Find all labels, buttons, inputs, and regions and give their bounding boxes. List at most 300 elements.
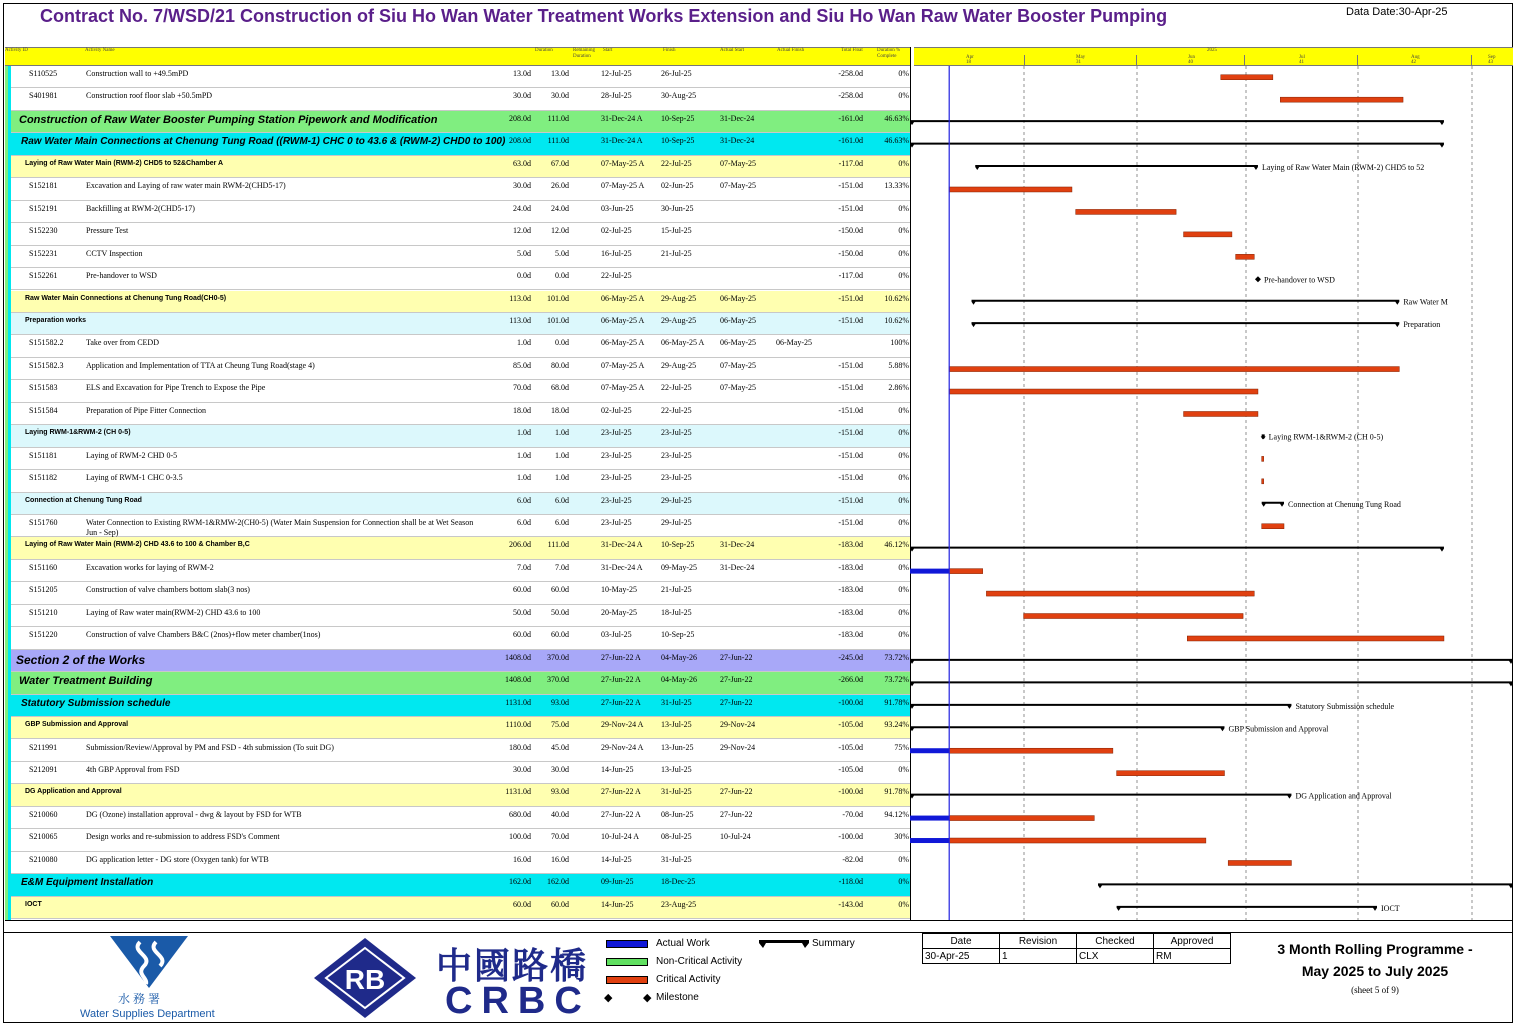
finish-date: 02-Jun-25 — [661, 181, 694, 191]
rev-header-checked: Checked — [1077, 934, 1154, 949]
wbs-row[interactable] — [5, 493, 910, 515]
col-duration[interactable]: Duration — [535, 48, 553, 53]
crbc-name-chinese: 中國路橋 — [436, 946, 589, 987]
pct-complete: 91.78% — [884, 697, 909, 707]
wbs-title: Preparation works — [25, 316, 87, 324]
pct-complete: 75% — [894, 742, 909, 752]
activity-row[interactable] — [5, 627, 910, 649]
actual-start: 31-Dec-24 — [720, 113, 755, 123]
remaining-duration: 0.0d — [555, 338, 569, 348]
pct-complete: 73.72% — [884, 675, 909, 685]
activity-row[interactable] — [5, 380, 910, 402]
summary-bar-label: Laying of Raw Water Main (RWM-2) CHD5 to 52 — [1261, 163, 1425, 173]
finish-date: 13-Jun-25 — [661, 742, 694, 752]
activity-row[interactable] — [5, 201, 910, 223]
duration: 1.0d — [517, 338, 531, 348]
timescale-week: 31 — [1076, 60, 1081, 65]
timescale-month: Sep — [1488, 55, 1496, 60]
finish-date: 15-Jul-25 — [661, 226, 692, 236]
total-float: -100.0d — [838, 697, 863, 707]
duration: 50.0d — [513, 607, 531, 617]
start-date: 07-May-25 A — [601, 360, 645, 370]
start-date: 31-Dec-24 A — [601, 113, 643, 123]
pct-complete: 0% — [898, 607, 909, 617]
wbs-row[interactable] — [5, 717, 910, 739]
activity-row[interactable] — [5, 852, 910, 874]
programme-title — [1240, 938, 1510, 982]
activity-id: S151583 — [29, 383, 58, 393]
start-date: 27-Jun-22 A — [601, 675, 641, 685]
activity-name: ELS and Excavation for Pipe Trench to Expose the Pipe — [86, 383, 266, 393]
activity-name: Construction roof floor slab +50.5mPD — [86, 91, 213, 101]
actual-start: 06-May-25 — [720, 315, 756, 325]
actual-start: 31-Dec-24 — [720, 540, 755, 550]
start-date: 03-Jul-25 — [601, 630, 632, 640]
activity-row[interactable] — [5, 470, 910, 492]
activity-id: S152191 — [29, 203, 58, 213]
col-activity-name[interactable]: Activity Name — [85, 48, 115, 53]
pct-complete: 0% — [898, 495, 909, 505]
finish-date: 23-Aug-25 — [661, 899, 697, 909]
gantt-divider — [910, 47, 911, 920]
start-date: 31-Dec-24 A — [601, 540, 643, 550]
start-date: 07-May-25 A — [601, 383, 645, 393]
legend-swatch-critical — [606, 976, 648, 984]
pct-complete: 0% — [898, 248, 909, 258]
summary-bar-label: Statutory Submission schedule — [1295, 701, 1395, 711]
wbs-row[interactable] — [5, 313, 910, 335]
activity-id: S210080 — [29, 854, 58, 864]
wbs-row[interactable] — [5, 537, 910, 559]
pct-complete: 100% — [890, 338, 909, 348]
duration: 208.0d — [509, 113, 531, 123]
wbs-row[interactable] — [5, 897, 910, 919]
wbs-row[interactable] — [5, 156, 910, 178]
finish-date: 04-May-26 — [661, 652, 697, 662]
activity-id: S152261 — [29, 271, 58, 281]
actual-start: 10-Jul-24 — [720, 832, 751, 842]
activity-row[interactable] — [5, 66, 910, 88]
total-float: -183.0d — [838, 585, 863, 595]
duration: 30.0d — [513, 181, 531, 191]
finish-date: 22-Jul-25 — [661, 383, 692, 393]
col-activity-id[interactable]: Activity ID — [5, 48, 28, 53]
pct-complete: 0% — [898, 854, 909, 864]
pct-complete: 46.63% — [884, 113, 909, 123]
remaining-duration: 93.0d — [551, 787, 569, 797]
pct-complete: 73.72% — [884, 652, 909, 662]
summary-bar-label: DG Application and Approval — [1295, 791, 1392, 801]
finish-date: 30-Aug-25 — [661, 91, 697, 101]
wbs-row[interactable] — [5, 784, 910, 806]
activity-name: CCTV Inspection — [86, 248, 143, 258]
total-float: -151.0d — [838, 315, 863, 325]
duration: 60.0d — [513, 630, 531, 640]
start-date: 22-Jul-25 — [601, 271, 632, 281]
activity-row[interactable] — [5, 515, 910, 537]
start-date: 27-Jun-22 A — [601, 787, 641, 797]
activity-name: Excavation works for laying of RWM-2 — [86, 562, 214, 572]
activity-row[interactable] — [5, 358, 910, 380]
actual-start: 07-May-25 — [720, 383, 756, 393]
remaining-duration: 5.0d — [555, 248, 569, 258]
rb-logo — [312, 936, 418, 1020]
total-float: -183.0d — [838, 540, 863, 550]
total-float: -151.0d — [838, 428, 863, 438]
pct-complete: 10.62% — [884, 293, 909, 303]
activity-id: S151220 — [29, 630, 58, 640]
wbs-title: Construction of Raw Water Booster Pumping Station Pipework and Modification — [19, 113, 438, 126]
pct-complete: 0% — [898, 585, 909, 595]
start-date: 14-Jul-25 — [601, 854, 632, 864]
rb-logo-text: RB — [344, 964, 386, 995]
start-date: 23-Jul-25 — [601, 450, 632, 460]
remaining-duration: 6.0d — [555, 518, 569, 527]
pct-complete: 0% — [898, 764, 909, 774]
total-float: -183.0d — [838, 607, 863, 617]
duration: 1.0d — [517, 428, 531, 438]
wbs-row[interactable] — [5, 650, 910, 672]
activity-name: Laying of RWM-2 CHD 0-5 — [86, 450, 178, 460]
remaining-duration: 0.0d — [555, 271, 569, 281]
pct-complete: 0% — [898, 405, 909, 415]
pct-complete: 0% — [898, 158, 909, 168]
wbs-row[interactable] — [5, 291, 910, 313]
total-float: -105.0d — [838, 720, 863, 730]
total-float: -151.0d — [838, 293, 863, 303]
col-remaining[interactable]: Remaining Duration — [573, 48, 595, 59]
activity-id: S401981 — [29, 91, 58, 101]
actual-start: 06-May-25 — [720, 338, 756, 348]
remaining-duration: 30.0d — [551, 764, 569, 774]
duration: 13.0d — [513, 69, 531, 78]
pct-complete: 0% — [898, 473, 909, 483]
finish-date: 29-Aug-25 — [661, 360, 697, 370]
remaining-duration: 60.0d — [551, 585, 569, 595]
total-float: -151.0d — [838, 450, 863, 460]
timescale-week: 18 — [966, 60, 971, 65]
timescale-week: 42 — [1411, 60, 1416, 65]
wbs-title: Raw Water Main Connections at Chenung Tung Road(CH0-5) — [25, 294, 227, 302]
total-float: -105.0d — [838, 764, 863, 774]
pct-complete: 5.88% — [888, 360, 909, 370]
start-date: 07-May-25 A — [601, 158, 645, 168]
finish-date: 22-Jul-25 — [661, 405, 692, 415]
activity-id: S151160 — [29, 562, 58, 572]
finish-date: 18-Dec-25 — [661, 877, 696, 887]
pct-complete: 30% — [894, 832, 909, 842]
activity-name: 4th GBP Approval from FSD — [86, 764, 180, 774]
col-finish[interactable]: Finish — [663, 48, 676, 53]
remaining-duration: 30.0d — [551, 91, 569, 101]
summary-bar-label: Connection at Chenung Tung Road — [1288, 499, 1401, 509]
duration: 7.0d — [517, 562, 531, 572]
pct-complete: 93.24% — [884, 720, 909, 730]
timescale-month: Aug — [1411, 55, 1420, 60]
wbs-row[interactable] — [5, 672, 910, 694]
pct-complete: 0% — [898, 203, 909, 213]
wbs-row[interactable] — [5, 874, 910, 896]
col-start[interactable]: Start — [603, 48, 613, 53]
data-date: Data Date:30-Apr-25 — [1346, 6, 1448, 18]
activity-id: S151582.2 — [29, 338, 64, 348]
finish-date: 23-Jul-25 — [661, 450, 692, 460]
activity-id: S211991 — [29, 742, 58, 752]
activity-id: S210060 — [29, 809, 58, 819]
remaining-duration: 1.0d — [555, 450, 569, 460]
remaining-duration: 26.0d — [551, 181, 569, 191]
milestone-label: Pre-handover to WSD — [1263, 275, 1335, 285]
summary-bar-label: Laying RWM-1&RWM-2 (CH 0-5) — [1268, 432, 1384, 442]
wbs-title: Section 2 of the Works — [16, 652, 146, 667]
activity-name: Pressure Test — [86, 226, 129, 236]
start-date: 12-Jul-25 — [601, 69, 632, 78]
total-float: -151.0d — [838, 181, 863, 191]
actual-start: 07-May-25 — [720, 360, 756, 370]
total-float: -258.0d — [838, 69, 863, 78]
activity-id: S152231 — [29, 248, 58, 258]
finish-date: 31-Jul-25 — [661, 697, 692, 707]
remaining-duration: 93.0d — [551, 697, 569, 707]
timescale-month: Jun — [1188, 55, 1195, 60]
start-date: 28-Jul-25 — [601, 91, 632, 101]
finish-date: 31-Jul-25 — [661, 854, 692, 864]
start-date: 20-May-25 — [601, 607, 637, 617]
pct-complete: 0% — [898, 271, 909, 281]
activity-name: DG application letter - DG store (Oxygen tank) for WTB — [86, 854, 269, 864]
activity-name: Laying of Raw water main(RWM-2) CHD 43.6 to 100 — [86, 607, 261, 617]
finish-date: 31-Jul-25 — [661, 787, 692, 797]
activity-row[interactable] — [5, 582, 910, 604]
total-float: -117.0d — [838, 158, 863, 168]
total-float: -70.0d — [842, 809, 863, 819]
activity-id: S151182 — [29, 473, 58, 483]
duration: 1408.0d — [505, 652, 531, 662]
actual-start: 29-Nov-24 — [720, 720, 756, 730]
remaining-duration: 13.0d — [551, 69, 569, 78]
activity-name: Preparation of Pipe Fitter Connection — [86, 405, 206, 415]
activity-row[interactable] — [5, 762, 910, 784]
activity-name: Pre-handover to WSD — [86, 271, 157, 281]
duration: 60.0d — [513, 899, 531, 909]
wbs-indent-stripe — [5, 66, 11, 920]
remaining-duration: 75.0d — [551, 720, 569, 730]
wbs-title: E&M Equipment Installation — [21, 877, 154, 889]
remaining-duration: 67.0d — [551, 158, 569, 168]
activity-id: S151205 — [29, 585, 58, 595]
activity-row[interactable] — [5, 807, 910, 829]
activity-row[interactable] — [5, 335, 910, 357]
start-date: 02-Jul-25 — [601, 405, 632, 415]
activity-row[interactable] — [5, 268, 910, 290]
activity-name: Water Connection to Existing RWM-1&RMW-2(CH0-5) (Water Main Suspension for Connection shall be at Wet Season — [86, 518, 474, 527]
legend-swatch-actual — [606, 940, 648, 948]
crbc-name-english: CRBC — [445, 980, 591, 1022]
activity-row[interactable] — [5, 178, 910, 200]
wbs-row[interactable] — [5, 133, 910, 155]
summary-bar-label: Preparation — [1403, 320, 1441, 330]
activity-row[interactable] — [5, 740, 910, 762]
activity-row[interactable] — [5, 403, 910, 425]
start-date: 29-Nov-24 A — [601, 742, 644, 752]
timescale-month: Jul — [1299, 55, 1305, 60]
actual-start: 27-Jun-22 — [720, 675, 753, 685]
col-total-float[interactable]: Total Float — [841, 48, 863, 53]
remaining-duration: 370.0d — [547, 652, 569, 662]
total-float: -151.0d — [838, 495, 863, 505]
total-float: -151.0d — [838, 360, 863, 370]
timescale-month: Apr — [966, 55, 974, 60]
table-bottom-rule — [5, 920, 1513, 921]
wbs-title: Laying of Raw Water Main (RWM-2) CHD5 to 52&Chamber A — [25, 159, 224, 167]
duration: 5.0d — [517, 248, 531, 258]
finish-date: 21-Jul-25 — [661, 585, 692, 595]
finish-date: 29-Aug-25 — [661, 315, 697, 325]
start-date: 02-Jul-25 — [601, 226, 632, 236]
activity-name: Take over from CEDD — [86, 338, 159, 348]
duration: 6.0d — [517, 518, 531, 527]
legend-swatch-noncritical — [606, 958, 648, 966]
remaining-duration: 101.0d — [547, 315, 569, 325]
remaining-duration: 45.0d — [551, 742, 569, 752]
activity-id: S151584 — [29, 405, 58, 415]
activity-name-cont: Jun - Sep) — [86, 528, 119, 537]
page-title: Contract No. 7/WSD/21 Construction of Siu Ho Wan Water Treatment Works Extension and Siu Ho Wan Raw Water Booster Pumping — [40, 6, 1168, 26]
start-date: 07-May-25 A — [601, 181, 645, 191]
activity-row[interactable] — [5, 448, 910, 470]
activity-id: S151582.3 — [29, 360, 64, 370]
timescale-month: May — [1076, 55, 1086, 60]
finish-date: 30-Jun-25 — [661, 203, 694, 213]
duration: 1408.0d — [505, 675, 531, 685]
duration: 12.0d — [513, 226, 531, 236]
finish-date: 10-Sep-25 — [661, 113, 695, 123]
wbs-row[interactable] — [5, 111, 910, 133]
pct-complete: 2.86% — [888, 383, 909, 393]
rev-revision: 1 — [1000, 949, 1077, 964]
summary-bar-icon — [758, 939, 810, 949]
start-date: 06-May-25 A — [601, 338, 645, 348]
activity-row[interactable] — [5, 88, 910, 110]
activity-row[interactable] — [5, 605, 910, 627]
activity-id: S210065 — [29, 832, 58, 842]
programme-title-line2: May 2025 to July 2025 — [1301, 963, 1449, 979]
wbs-title: IOCT — [25, 900, 42, 908]
finish-date: 21-Jul-25 — [661, 248, 692, 258]
start-date: 27-Jun-22 A — [601, 652, 641, 662]
total-float: -161.0d — [838, 136, 863, 146]
wbs-title: Connection at Chenung Tung Road — [25, 496, 142, 504]
pct-complete: 0% — [898, 428, 909, 438]
sheet-number: (sheet 5 of 9) — [1351, 985, 1399, 995]
total-float: -105.0d — [838, 742, 863, 752]
start-date: 06-May-25 A — [601, 293, 645, 303]
actual-start: 29-Nov-24 — [720, 742, 756, 752]
pct-complete: 0% — [898, 899, 909, 909]
start-date: 16-Jul-25 — [601, 248, 632, 258]
footer-rule — [3, 932, 1513, 933]
pct-complete: 94.12% — [884, 809, 909, 819]
remaining-duration: 111.0d — [547, 113, 569, 123]
finish-date: 13-Jul-25 — [661, 764, 692, 774]
total-float: -266.0d — [838, 675, 863, 685]
finish-date: 08-Jun-25 — [661, 809, 694, 819]
duration: 180.0d — [509, 742, 531, 752]
total-float: -258.0d — [838, 91, 863, 101]
summary-bar-label: GBP Submission and Approval — [1228, 724, 1329, 734]
activity-row[interactable] — [5, 829, 910, 851]
revision-table — [922, 933, 1231, 964]
wbs-title: Statutory Submission schedule — [21, 697, 171, 709]
actual-start: 07-May-25 — [720, 181, 756, 191]
actual-start: 27-Jun-22 — [720, 652, 753, 662]
pct-complete: 46.12% — [884, 540, 909, 550]
total-float: -143.0d — [838, 899, 863, 909]
total-float: -150.0d — [838, 248, 863, 258]
pct-complete: 46.63% — [884, 136, 909, 146]
timescale-year: 2025 — [1207, 48, 1217, 53]
finish-date: 10-Sep-25 — [661, 540, 695, 550]
wbs-title: Raw Water Main Connections at Chenung Tung Road ((RWM-1) CHC 0 to 43.6 & (RWM-2) CHD0 to 100) — [21, 136, 506, 148]
rev-checked: CLX — [1077, 949, 1154, 964]
remaining-duration: 111.0d — [547, 136, 569, 146]
wbs-row[interactable] — [5, 695, 910, 717]
total-float: -100.0d — [838, 787, 863, 797]
wbs-row[interactable] — [5, 425, 910, 447]
legend-label-milestone: Milestone — [656, 992, 699, 1003]
col-actual-finish[interactable]: Actual Finish — [777, 48, 805, 53]
start-date: 10-May-25 — [601, 585, 637, 595]
total-float: -183.0d — [838, 562, 863, 572]
activity-row[interactable] — [5, 560, 910, 582]
duration: 680.0d — [509, 809, 531, 819]
remaining-duration: 7.0d — [555, 562, 569, 572]
total-float: -150.0d — [838, 226, 863, 236]
rev-header-date: Date — [923, 934, 1000, 949]
activity-row[interactable] — [5, 223, 910, 245]
actual-start: 27-Jun-22 — [720, 809, 753, 819]
duration: 1.0d — [517, 450, 531, 460]
remaining-duration: 60.0d — [551, 899, 569, 909]
duration: 208.0d — [509, 136, 531, 146]
start-date: 23-Jul-25 — [601, 518, 632, 527]
actual-start: 27-Jun-22 — [720, 697, 753, 707]
duration: 30.0d — [513, 764, 531, 774]
pct-complete: 13.33% — [884, 181, 909, 191]
activity-name: Submission/Review/Approval by PM and FSD - 4th submission (To suit DG) — [86, 742, 334, 752]
finish-date: 23-Jul-25 — [661, 473, 692, 483]
finish-date: 22-Jul-25 — [661, 158, 692, 168]
activity-id: S152230 — [29, 226, 58, 236]
activity-name: Construction of valve Chambers B&C (2nos)+flow meter chamber(1nos) — [86, 630, 321, 640]
duration: 18.0d — [513, 405, 531, 415]
col-actual-start[interactable]: Actual Start — [720, 48, 745, 53]
activity-id: S110525 — [29, 69, 58, 78]
remaining-duration: 101.0d — [547, 293, 569, 303]
activity-id: S212091 — [29, 764, 58, 774]
column-header — [5, 47, 910, 66]
col-pct-complete[interactable]: Duration % Complete — [877, 48, 901, 59]
start-date: 23-Jul-25 — [601, 495, 632, 505]
remaining-duration: 16.0d — [551, 854, 569, 864]
total-float: -100.0d — [838, 832, 863, 842]
remaining-duration: 24.0d — [551, 203, 569, 213]
wsd-name-english: Water Supplies Department — [80, 1008, 215, 1020]
start-date: 31-Dec-24 A — [601, 136, 643, 146]
activity-row[interactable] — [5, 246, 910, 268]
remaining-duration: 1.0d — [555, 428, 569, 438]
finish-date: 26-Jul-25 — [661, 69, 692, 78]
